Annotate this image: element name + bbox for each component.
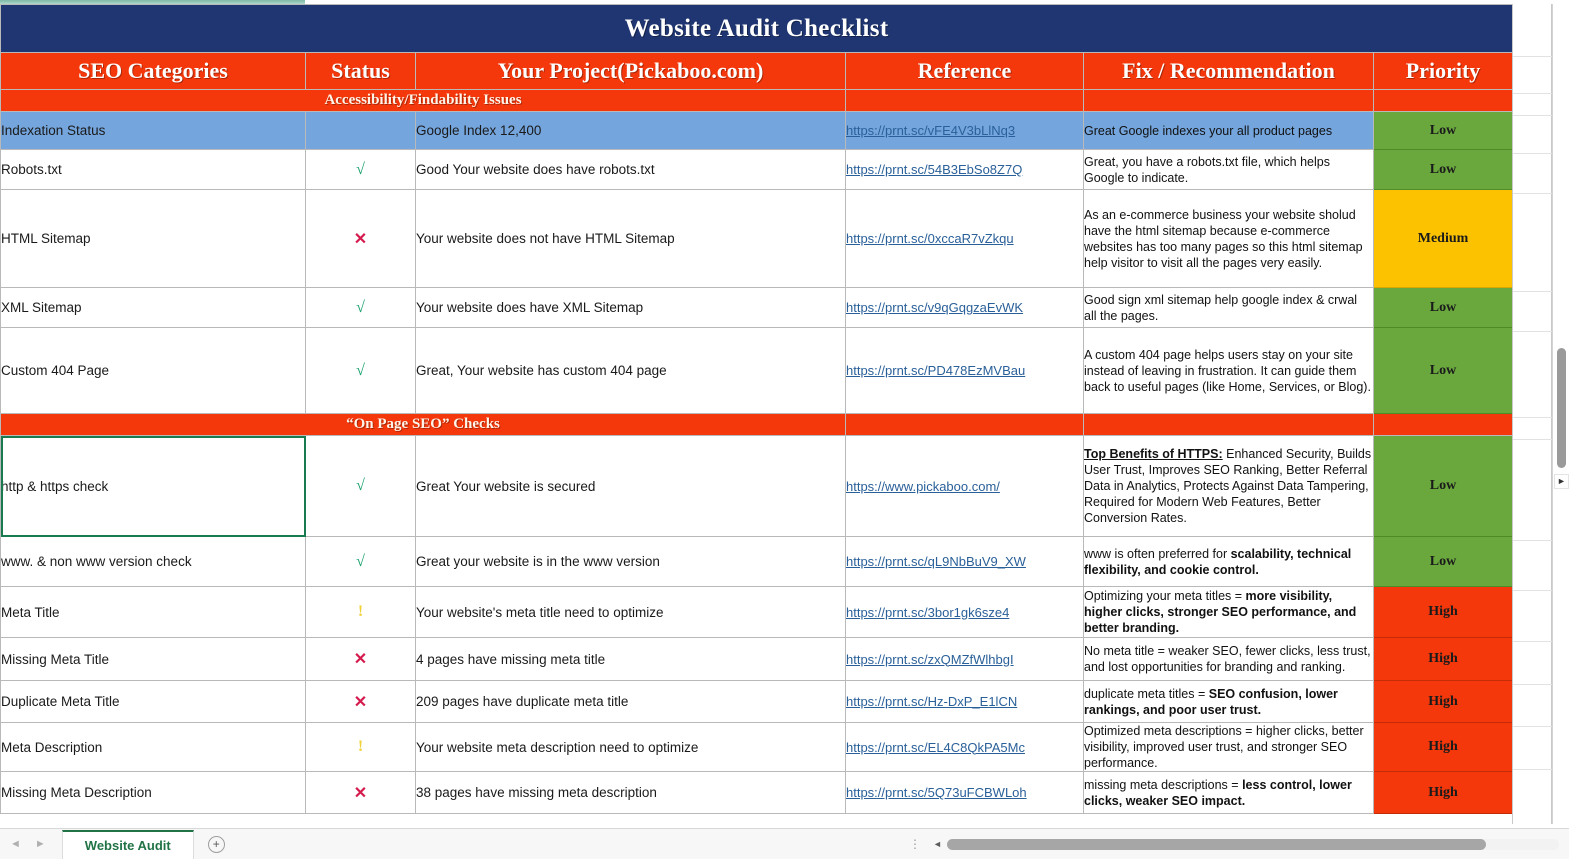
status-cross-icon[interactable]: ✕ xyxy=(306,772,416,814)
cell-fix-recommendation[interactable]: No meta title = weaker SEO, fewer clicks, less trust, and lost opportunities for branding and ranking. xyxy=(1084,638,1374,681)
cell-seo-category[interactable]: http & https check xyxy=(1,436,306,537)
cell-priority[interactable]: Low xyxy=(1374,436,1513,537)
cell-priority[interactable]: High xyxy=(1374,638,1513,681)
cell-project-finding[interactable]: Your website's meta title need to optimize xyxy=(416,587,846,638)
cell-fix-recommendation[interactable]: missing meta descriptions = less control, lower clicks, weaker SEO impact. xyxy=(1084,772,1374,814)
column-header-row xyxy=(1,53,1513,90)
section-band-filler xyxy=(1374,90,1513,112)
cell-priority[interactable]: High xyxy=(1374,681,1513,723)
cell-priority[interactable]: Low xyxy=(1374,150,1513,190)
scroll-right-arrow-icon[interactable]: ► xyxy=(1554,474,1569,489)
horizontal-scroll-thumb[interactable] xyxy=(947,839,1486,850)
title-banner-row xyxy=(1,5,1513,53)
cell-seo-category[interactable]: Missing Meta Description xyxy=(1,772,306,814)
status-cross-icon[interactable]: ✕ xyxy=(306,681,416,723)
section-band-row xyxy=(1,414,1513,436)
cell-seo-category[interactable]: Missing Meta Title xyxy=(1,638,306,681)
cell-fix-recommendation[interactable]: duplicate meta titles = SEO confusion, lower rankings, and poor user trust. xyxy=(1084,681,1374,723)
table-row[interactable] xyxy=(1,723,1513,772)
horizontal-scroll-area[interactable] xyxy=(909,837,1569,851)
cell-reference[interactable] xyxy=(846,112,1084,150)
column-header-project[interactable]: Your Project(Pickaboo.com) xyxy=(416,53,846,90)
section-band-filler xyxy=(1374,414,1513,436)
column-header-priority[interactable]: Priority xyxy=(1374,53,1513,90)
column-header-fix[interactable]: Fix / Recommendation xyxy=(1084,53,1374,90)
column-header-category[interactable]: SEO Categories xyxy=(1,53,306,90)
cell-project-finding[interactable]: 4 pages have missing meta title xyxy=(416,638,846,681)
page-title: Website Audit Checklist xyxy=(1,5,1513,53)
vertical-scroll-thumb[interactable] xyxy=(1557,348,1566,468)
cell-project-finding[interactable]: 209 pages have duplicate meta title xyxy=(416,681,846,723)
last-sheet-arrow-icon[interactable]: ► xyxy=(34,838,46,850)
reference-link[interactable]: https://prnt.sc/v9qGqgzaEvWK xyxy=(846,300,1024,315)
cell-project-finding[interactable]: Google Index 12,400 xyxy=(416,112,846,150)
cell-status-empty[interactable] xyxy=(306,112,416,150)
table-row[interactable] xyxy=(1,112,1513,150)
cell-priority[interactable]: Medium xyxy=(1374,190,1513,288)
status-cross-icon[interactable]: ✕ xyxy=(306,190,416,288)
cell-reference[interactable] xyxy=(846,723,1084,772)
section-band-label: Accessibility/Findability Issues xyxy=(1,90,846,112)
cell-project-finding[interactable]: Good Your website does have robots.txt xyxy=(416,150,846,190)
cell-fix-recommendation[interactable]: Optimizing your meta titles = more visibility, higher clicks, stronger SEO performance, and better branding. xyxy=(1084,587,1374,638)
reference-link[interactable]: https://prnt.sc/EL4C8QkPA5Mc xyxy=(846,739,1025,755)
status-warning-icon[interactable]: ! xyxy=(306,723,416,772)
status-check-icon[interactable]: √ xyxy=(306,436,416,537)
cell-priority[interactable]: Low xyxy=(1374,537,1513,587)
table-row[interactable] xyxy=(1,150,1513,190)
reference-link[interactable]: https://www.pickaboo.com/ xyxy=(846,478,1000,494)
status-cross-icon[interactable]: ✕ xyxy=(306,638,416,681)
reference-link[interactable]: https://prnt.sc/Hz-DxP_E1lCN xyxy=(846,694,1018,709)
cell-project-finding[interactable]: Great Your website is secured xyxy=(416,436,846,537)
cell-seo-category[interactable]: Meta Description xyxy=(1,723,306,772)
scroll-left-arrow-icon[interactable]: ◄ xyxy=(933,839,942,849)
cell-fix-recommendation[interactable]: Optimized meta descriptions = higher clicks, better visibility, improved user trust, and stronger SEO performance. xyxy=(1084,723,1374,772)
cell-priority[interactable]: Low xyxy=(1374,288,1513,328)
table-row[interactable] xyxy=(1,638,1513,681)
reference-link[interactable]: https://prnt.sc/zxQMZfWlhbgI xyxy=(846,651,1014,667)
section-band-label: “On Page SEO” Checks xyxy=(1,414,846,436)
section-band-row xyxy=(1,90,1513,112)
cell-priority[interactable]: Low xyxy=(1374,328,1513,414)
cell-reference[interactable] xyxy=(846,150,1084,190)
cell-reference[interactable] xyxy=(846,772,1084,814)
cell-project-finding[interactable]: Great, Your website has custom 404 page xyxy=(416,328,846,414)
cell-seo-category[interactable]: Robots.txt xyxy=(1,150,306,190)
cell-reference[interactable] xyxy=(846,638,1084,681)
table-row[interactable] xyxy=(1,587,1513,638)
audit-table xyxy=(0,4,1513,814)
table-row[interactable] xyxy=(1,436,1513,537)
cell-project-finding[interactable]: Great your website is in the www version xyxy=(416,537,846,587)
cell-project-finding[interactable]: Your website does have XML Sitemap xyxy=(416,288,846,328)
cell-seo-category[interactable]: Meta Title xyxy=(1,587,306,638)
cell-priority[interactable]: High xyxy=(1374,587,1513,638)
cell-fix-recommendation[interactable]: Great Google indexes your all product pages xyxy=(1084,112,1374,150)
status-check-icon[interactable]: √ xyxy=(306,328,416,414)
cell-fix-recommendation[interactable]: Good sign xml sitemap help google index & crwal all the pages. xyxy=(1084,288,1374,328)
add-sheet-icon[interactable]: + xyxy=(208,836,225,853)
cell-seo-category[interactable]: XML Sitemap xyxy=(1,288,306,328)
status-check-icon[interactable]: √ xyxy=(306,288,416,328)
section-band-filler xyxy=(1084,90,1374,112)
cell-project-finding[interactable]: Your website meta description need to optimize xyxy=(416,723,846,772)
cell-seo-category[interactable]: www. & non www version check xyxy=(1,537,306,587)
section-band-filler xyxy=(846,414,1084,436)
cell-seo-category[interactable]: HTML Sitemap xyxy=(1,190,306,288)
reference-link[interactable]: https://prnt.sc/qL9NbBuV9_XW xyxy=(846,554,1026,569)
reference-link[interactable]: https://prnt.sc/vFE4V3bLlNq3 xyxy=(846,123,1016,138)
vertical-scrollbar[interactable] xyxy=(1552,4,1569,824)
column-header-status[interactable]: Status xyxy=(306,53,416,90)
cell-reference[interactable] xyxy=(846,681,1084,723)
empty-column-area xyxy=(1512,4,1552,824)
cell-reference[interactable] xyxy=(846,587,1084,638)
sheet-tab-website-audit[interactable]: Website Audit xyxy=(62,830,194,859)
cell-project-finding[interactable]: 38 pages have missing meta description xyxy=(416,772,846,814)
worksheet-grid[interactable] xyxy=(0,4,1512,814)
status-warning-icon[interactable]: ! xyxy=(306,587,416,638)
cell-reference[interactable] xyxy=(846,328,1084,414)
section-band-filler xyxy=(846,90,1084,112)
table-row[interactable] xyxy=(1,328,1513,414)
cell-seo-category[interactable]: Duplicate Meta Title xyxy=(1,681,306,723)
table-row[interactable] xyxy=(1,288,1513,328)
cell-seo-category[interactable]: Indexation Status xyxy=(1,112,306,150)
cell-fix-recommendation[interactable]: A custom 404 page helps users stay on your site instead of leaving in frustration. It can guide them back to useful pages (like Home, Services, or Blog). xyxy=(1084,328,1374,414)
reference-link[interactable]: https://prnt.sc/PD478EzMVBau xyxy=(846,363,1026,378)
cell-fix-recommendation[interactable]: Great, you have a robots.txt file, which helps Google to indicate. xyxy=(1084,150,1374,190)
cell-fix-recommendation[interactable]: www is often preferred for scalability, technical flexibility, and cookie control. xyxy=(1084,537,1374,587)
first-sheet-arrow-icon[interactable]: ◄ xyxy=(10,838,21,850)
cell-priority[interactable]: High xyxy=(1374,723,1513,772)
status-check-icon[interactable]: √ xyxy=(306,150,416,190)
table-row[interactable] xyxy=(1,681,1513,723)
table-row[interactable] xyxy=(1,537,1513,587)
cell-reference[interactable] xyxy=(846,288,1084,328)
cell-fix-recommendation[interactable]: As an e-commerce business your website sholud have the html sitemap because e-commerce websites has too many pages so this html sitemap help visitor to visit all the pages very easily. xyxy=(1084,190,1374,288)
cell-reference[interactable] xyxy=(846,190,1084,288)
reference-link[interactable]: https://prnt.sc/5Q73uFCBWLoh xyxy=(846,785,1027,800)
cell-reference[interactable] xyxy=(846,537,1084,587)
section-band-filler xyxy=(1084,414,1374,436)
table-body xyxy=(1,5,1513,814)
cell-seo-category[interactable]: Custom 404 Page xyxy=(1,328,306,414)
horizontal-scrollbar[interactable] xyxy=(947,839,1559,850)
sheet-tab-bar xyxy=(0,828,1569,859)
table-row[interactable] xyxy=(1,190,1513,288)
reference-link[interactable]: https://prnt.sc/0xccaR7vZkqu xyxy=(846,231,1014,246)
reference-link[interactable]: https://prnt.sc/3bor1gk6sze4 xyxy=(846,604,1010,620)
status-check-icon[interactable]: √ xyxy=(306,537,416,587)
cell-priority[interactable]: High xyxy=(1374,772,1513,814)
table-row[interactable] xyxy=(1,772,1513,814)
cell-priority[interactable]: Low xyxy=(1374,112,1513,150)
cell-fix-recommendation[interactable]: Top Benefits of HTTPS: Enhanced Security, Builds User Trust, Improves SEO Ranking, Better Referral Data in Analytics, Protects Against Data Tampering, Required for Modern Web Features, Better Conversion Rates. xyxy=(1084,436,1374,537)
sheet-nav-arrows[interactable] xyxy=(0,838,62,850)
reference-link[interactable]: https://prnt.sc/54B3EbSo8Z7Q xyxy=(846,162,1023,177)
cell-reference[interactable] xyxy=(846,436,1084,537)
column-header-reference[interactable]: Reference xyxy=(846,53,1084,90)
cell-project-finding[interactable]: Your website does not have HTML Sitemap xyxy=(416,190,846,288)
tab-split-handle[interactable]: ⋮ xyxy=(909,837,921,851)
